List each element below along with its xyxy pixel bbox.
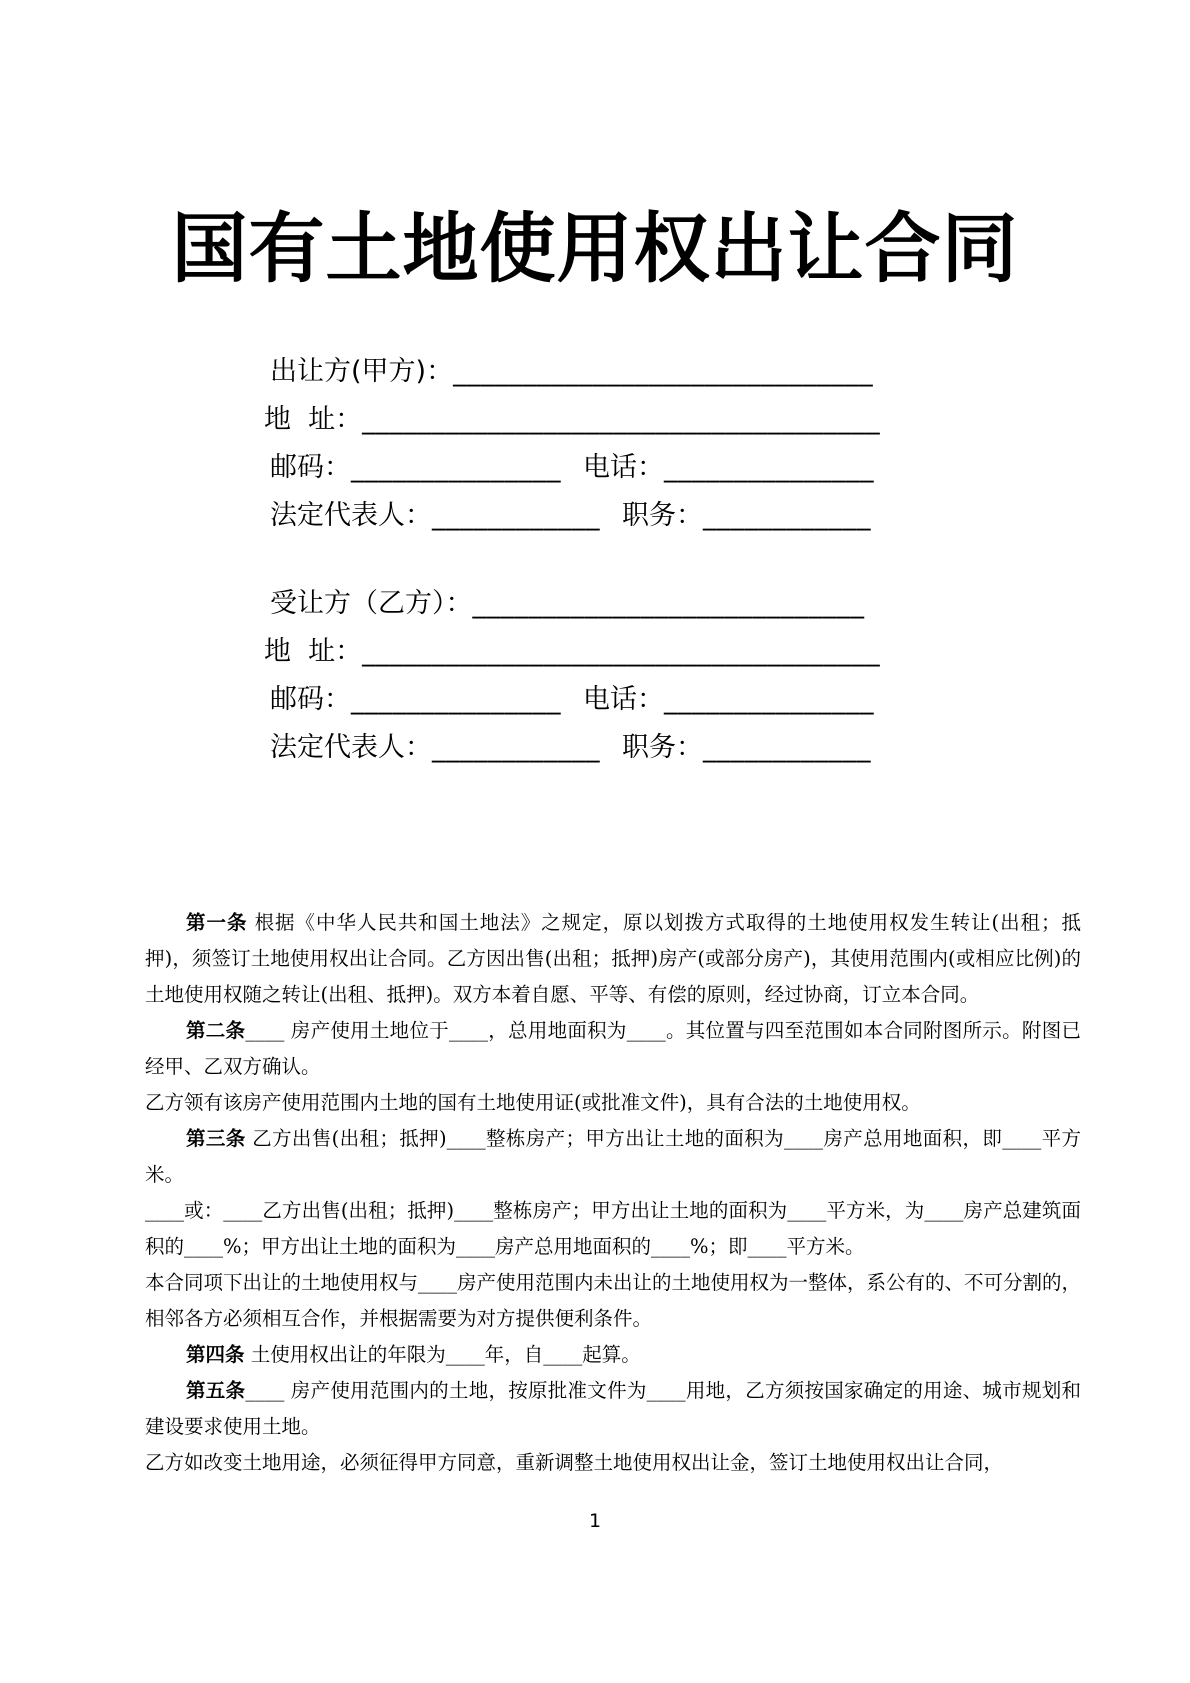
party-a-address-label: 地 址： (264, 404, 363, 435)
party-a-name-field[interactable]: ______________________________ (453, 356, 874, 387)
party-b-name-field[interactable]: ____________________________ (472, 588, 865, 619)
article-3-paragraph-2: ____或：____乙方出售(出租；抵押)____整栋房产；甲方出让土地的面积为____平方米，为____房产总建筑面积的____%；甲方出让土地的面积为____房产总用地面积的____%；即____平方米。 (145, 1199, 1081, 1258)
article-1-text: 根据《中华人民共和国土地法》之规定，原以划拨方式取得的土地使用权发生转让(出租；抵押)，须签订土地使用权出让合同。乙方因出售(出租；抵押)房产(或部分房产)，其使用范围内(或相应比例)的土地使用权随之转让(出租、抵押)。双方本着自愿、平等、有偿的原则，经过协商，订立本合同。 (145, 911, 1081, 1006)
party-b-tel-label: 电话： (583, 684, 664, 715)
party-a-position-field[interactable]: ____________ (703, 500, 871, 531)
party-a-zip-label: 邮码： (270, 452, 351, 483)
article-1-title: 第一条 (186, 911, 248, 934)
article-4 (145, 1337, 1081, 1373)
article-2-title: 第二条 (186, 1019, 246, 1042)
party-b-block (264, 580, 960, 772)
party-a-block (264, 348, 960, 540)
article-2-text: ____ 房产使用土地位于____，总用地面积为____。其位置与四至范围如本合同附图所示。附图已经甲、乙双方确认。 (145, 1019, 1081, 1078)
article-5-title: 第五条 (186, 1379, 246, 1402)
party-b-position-field[interactable]: ____________ (703, 732, 871, 763)
article-3-paragraph-3: 本合同项下出让的土地使用权与____房产使用范围内未出让的土地使用权为一整体，系公有的、不可分割的，相邻各方必须相互合作，并根据需要为对方提供便利条件。 (145, 1271, 1082, 1330)
party-b-name-label: 受让方（乙方）： (270, 588, 473, 619)
party-a-rep-label: 法定代表人： (270, 500, 432, 531)
party-a-address-line (264, 396, 960, 444)
party-a-zip-field[interactable]: _______________ (351, 452, 561, 483)
document-title: 国有土地使用权出让合同 (171, 204, 1019, 293)
party-b-address-field[interactable]: _____________________________________ (362, 636, 881, 667)
article-5-text: ____ 房产使用范围内的土地，按原批准文件为____用地，乙方须按国家确定的用途、城市规划和建设要求使用土地。 (145, 1379, 1081, 1438)
article-1 (145, 905, 1081, 1013)
contract-body (145, 905, 1081, 1481)
party-b-zip-field[interactable]: _______________ (351, 684, 561, 715)
page-number: 1 (588, 1510, 602, 1532)
article-4-text: 土使用权出让的年限为____年，自____起算。 (244, 1343, 641, 1366)
party-b-rep-line (270, 724, 960, 772)
party-a-rep-line (270, 492, 960, 540)
party-a-tel-label: 电话： (583, 452, 664, 483)
article-4-title: 第四条 (186, 1343, 245, 1366)
article-3-title: 第三条 (186, 1127, 246, 1150)
party-a-name-line (270, 348, 960, 396)
party-a-address-field[interactable]: _____________________________________ (362, 404, 881, 435)
article-5-paragraph-2: 乙方如改变土地用途，必须征得甲方同意，重新调整土地使用权出让金，签订土地使用权出让合同， (145, 1451, 1004, 1474)
party-b-tel-field[interactable]: _______________ (664, 684, 874, 715)
party-b-address-label: 地 址： (264, 636, 363, 667)
party-b-contact-line (270, 676, 960, 724)
party-a-position-label: 职务： (622, 500, 703, 531)
party-b-position-label: 职务： (622, 732, 703, 763)
party-a-contact-line (270, 444, 960, 492)
party-a-name-label: 出让方(甲方)： (270, 356, 454, 387)
party-a-tel-field[interactable]: _______________ (664, 452, 874, 483)
party-b-name-line (270, 580, 960, 628)
article-2-paragraph-2: 乙方领有该房产使用范围内土地的国有土地使用证(或批准文件)，具有合法的土地使用权。 (145, 1091, 921, 1114)
party-b-zip-label: 邮码： (270, 684, 351, 715)
article-3 (145, 1121, 1081, 1193)
party-b-rep-label: 法定代表人： (270, 732, 432, 763)
party-a-rep-field[interactable]: ____________ (432, 500, 600, 531)
article-5 (145, 1373, 1081, 1445)
party-b-address-line (264, 628, 960, 676)
party-b-rep-field[interactable]: ____________ (432, 732, 600, 763)
article-3-text: 乙方出售(出租；抵押)____整栋房产；甲方出让土地的面积为____房产总用地面积，即____平方米。 (145, 1127, 1081, 1186)
article-2 (145, 1013, 1081, 1085)
